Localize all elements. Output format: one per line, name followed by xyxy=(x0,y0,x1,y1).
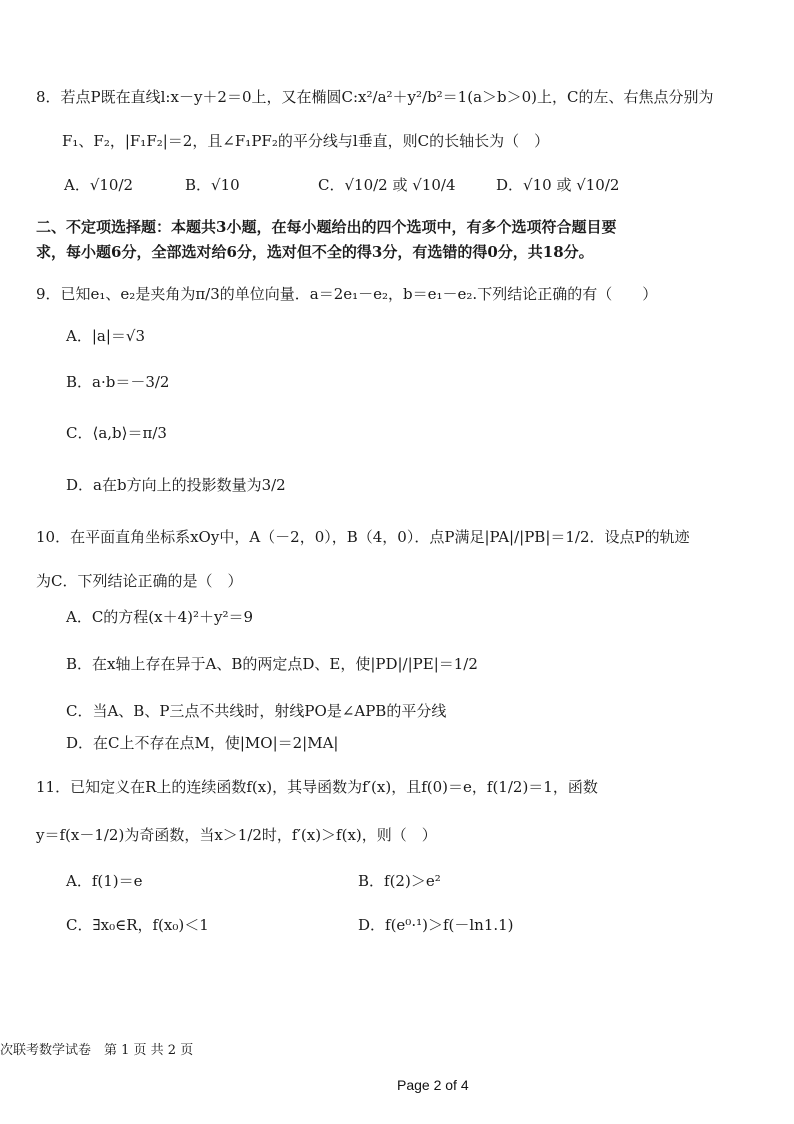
q9-option-a: A．|a|＝√3 xyxy=(66,327,145,345)
q9-stem: 9．已知e₁、e₂是夹角为π/3的单位向量．a＝2e₁－e₂，b＝e₁－e₂.下列结论正确的有（ ） xyxy=(36,285,658,303)
q8-option-d: D．√10 或 √10/2 xyxy=(496,176,620,194)
q8-option-c: C．√10/2 或 √10/4 xyxy=(318,176,456,194)
q11-option-a: A．f(1)＝e xyxy=(66,872,143,890)
q9-option-d: D．a在b方向上的投影数量为3/2 xyxy=(66,476,286,494)
q8-stem-line1: 8．若点P既在直线l:x－y＋2＝0上，又在椭圆C:x²/a²＋y²/b²＝1(a＞b＞0)上，C的左、右焦点分别为 xyxy=(36,88,714,106)
q11-stem-line2: y＝f(x－1/2)为奇函数，当x＞1/2时，f′(x)＞f(x)，则（ ） xyxy=(36,826,437,844)
q10-option-a: A．C的方程(x＋4)²＋y²＝9 xyxy=(66,608,254,626)
page-indicator: Page 2 of 4 xyxy=(397,1077,469,1093)
section2-heading-line2: 求，每小题6分，全部选对给6分，选对但不全的得3分，有选错的得0分，共18分。 xyxy=(36,243,594,261)
q10-option-d: D．在C上不存在点M，使|MO|＝2|MA| xyxy=(66,734,339,752)
q10-stem-line2: 为C．下列结论正确的是（ ） xyxy=(36,572,243,590)
q8-option-a: A．√10/2 xyxy=(64,176,134,194)
q9-option-c: C．⟨a,b⟩＝π/3 xyxy=(66,424,167,442)
q10-stem-line1: 10．在平面直角坐标系xOy中，A（－2，0），B（4，0）．点P满足|PA|/|PB|＝1/2．设点P的轨迹 xyxy=(36,528,690,546)
q11-option-c: C．∃x₀∈R，f(x₀)＜1 xyxy=(66,916,209,934)
section2-heading-line1: 二、不定项选择题：本题共3小题，在每小题给出的四个选项中，有多个选项符合题目要 xyxy=(36,218,617,236)
q8-option-b: B．√10 xyxy=(185,176,240,194)
exam-footer: 次联考数学试卷 第 1 页 共 2 页 xyxy=(0,1043,194,1058)
q11-option-d: D．f(e⁰·¹)＞f(－ln1.1) xyxy=(358,916,514,934)
q10-option-c: C．当A、B、P三点不共线时，射线PO是∠APB的平分线 xyxy=(66,702,447,720)
q8-stem-line2: F₁、F₂，|F₁F₂|＝2，且∠F₁PF₂的平分线与l垂直，则C的长轴长为（ ） xyxy=(62,132,550,150)
q9-option-b: B．a·b＝－3/2 xyxy=(66,373,170,391)
q10-option-b: B．在x轴上存在异于A、B的两定点D、E，使|PD|/|PE|＝1/2 xyxy=(66,655,478,673)
q11-stem-line1: 11．已知定义在R上的连续函数f(x)，其导函数为f′(x)，且f(0)＝e，f(1/2)＝1，函数 xyxy=(36,778,598,796)
q11-option-b: B．f(2)＞e² xyxy=(358,872,441,890)
